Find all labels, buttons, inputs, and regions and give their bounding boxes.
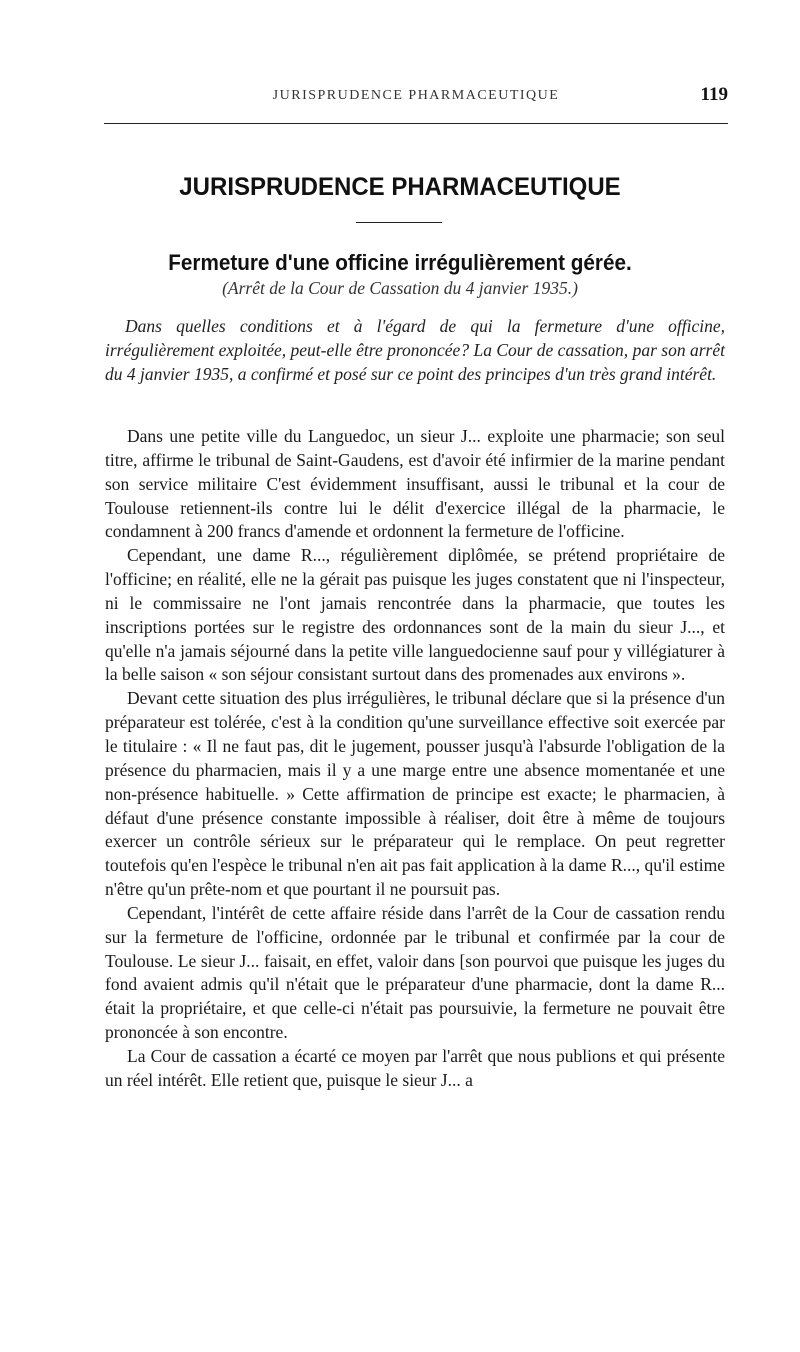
- running-header: [104, 84, 728, 116]
- article-subtitle: (Arrêt de la Cour de Cassation du 4 janvier 1935.): [222, 278, 578, 298]
- body-paragraph: La Cour de cassation a écarté ce moyen par l'arrêt que nous publions et qui présente un réel intérêt. Elle retient que, puisque le sieur J... a: [105, 1045, 725, 1090]
- body-paragraph: Dans une petite ville du Languedoc, un sieur J... exploite une pharmacie; son seul titre, affirme le tribunal de Saint-Gaudens, est d'avoir été infirmier de la marine pendant son service militaire C'est évidemment insuffisant, aussi le tribunal et la cour de Toulouse retiennent-ils contre lui le délit d'exercice illégal de la pharmacie, le condamnent à 200 francs d'amende et ordonnent la fermeture de l'officine.: [105, 426, 725, 542]
- body-paragraph: Cependant, une dame R..., régulièrement diplômée, se prétend propriétaire de l'officine; en réalité, elle ne la gérait pas puisque les juges constatent que ni l'inspecteur, ni le commissaire ne l'ont jamais rencontrée dans la pharmacie, que toutes les inscriptions portées sur le registre des ordonnances sont de la main du sieur J..., et qu'elle n'a jamais séjourné dans la petite ville languedocienne sauf pour y villégiaturer à la belle saison « son séjour consistant surtout dans des promenades aux environs ».: [105, 545, 725, 685]
- title-divider: [356, 222, 442, 223]
- body-paragraph: Cependant, l'intérêt de cette affaire réside dans l'arrêt de la Cour de cassation rendu sur la fermeture de l'officine, ordonnée par le tribunal et confirmée par la cour de Toulouse. Le sieur J... faisait, en effet, valoir dans [son pourvoi que puisque les juges du fond avaient admis qu'il n'était que le préparateur d'une pharmacie, dont la dame R... était la propriétaire, et que celle-ci n'était pas poursuivie, la fermeture ne pouvait être prononcée à son encontre.: [105, 902, 725, 1043]
- header-rule: [104, 123, 728, 124]
- page-number: 119: [700, 84, 728, 105]
- body-paragraph: Devant cette situation des plus irrégulières, le tribunal déclare que si la présence d'un préparateur est tolérée, c'est à la condition qu'une surveillance effective soit exercée par le titulaire : « Il ne faut pas, dit le jugement, pousser jusqu'à l'absurde l'obligation de la présence du pharmacien, mais il y a une marge entre une absence momentanée et une non-présence habituelle. » Cette affirmation de principe est exacte; le pharmacien, à défaut d'une présence constante impossible à réaliser, doit être à même de toujours exercer un contrôle sérieux sur le préparateur qui le remplace. On peut regretter toutefois qu'en l'espèce le tribunal n'en ait pas fait application à la dame R..., qu'il estime n'être qu'un prête-nom et que pourtant il ne poursuit pas.: [105, 688, 725, 900]
- article-body: [105, 425, 725, 1093]
- article-summary: Dans quelles conditions et à l'égard de qui la fermeture d'une officine, irrégulièrement exploitée, peut-elle être prononcée? La Cour de cassation, par son arrêt du 4 janvier 1935, a confirmé et posé sur ce point des principes d'un très grand intérêt.: [105, 316, 725, 384]
- running-title: JURISPRUDENCE PHARMACEUTIQUE: [272, 88, 560, 103]
- article-title: Fermeture d'une officine irrégulièrement gérée.: [168, 250, 632, 275]
- section-title: JURISPRUDENCE PHARMACEUTIQUE: [179, 173, 621, 201]
